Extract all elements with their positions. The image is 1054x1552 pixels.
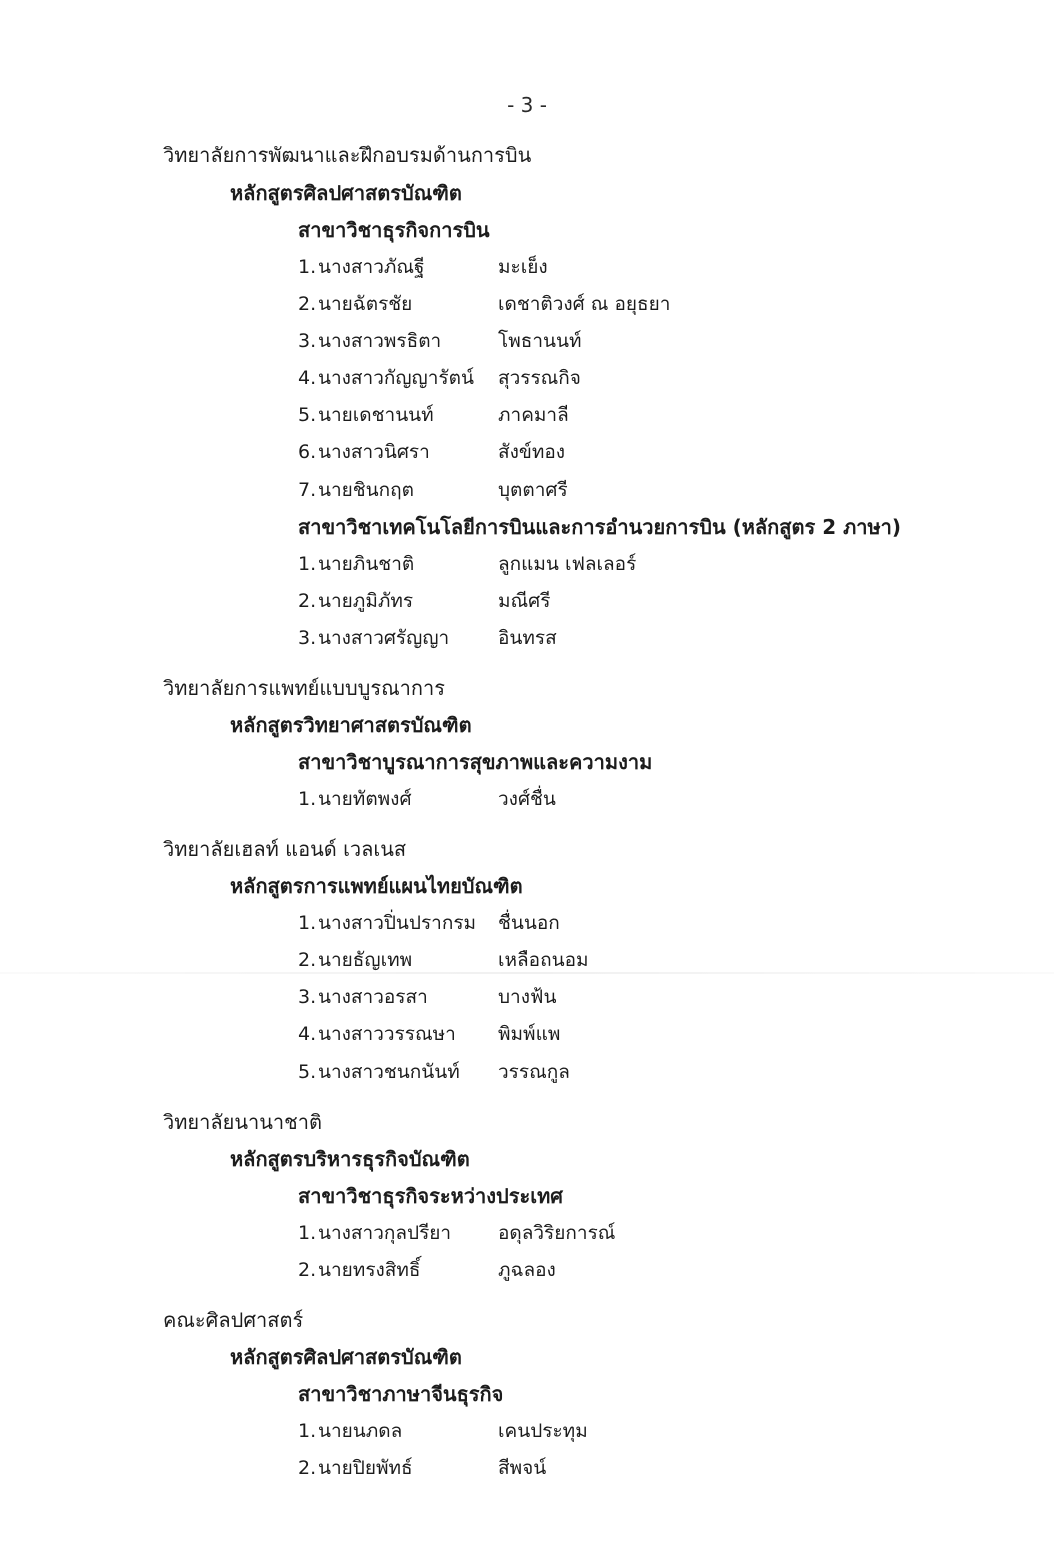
list-item — [298, 364, 581, 392]
first-name: นางสาวภัณฐี — [318, 256, 425, 278]
item-number: 6. — [298, 441, 317, 463]
last-name: บุตตาศรี — [498, 479, 568, 501]
list-item — [298, 327, 582, 355]
first-name: นายนภดล — [318, 1420, 403, 1442]
item-number: 1. — [298, 1420, 317, 1442]
last-name: เคนประทุม — [498, 1420, 588, 1442]
program-name: หลักสูตรวิทยาศาสตรบัณฑิต — [230, 713, 472, 737]
first-name: นายธัญเทพ — [318, 949, 413, 971]
first-name: นายทัตพงศ์ — [318, 788, 412, 810]
item-number: 2. — [298, 949, 317, 971]
last-name: สีพจน์ — [498, 1457, 547, 1479]
last-name: มณีศรี — [498, 590, 551, 612]
last-name: เหลือถนอม — [498, 949, 589, 971]
first-name: นายเดชานนท์ — [318, 404, 434, 426]
first-name: นายทรงสิทธิ์ — [318, 1259, 421, 1281]
last-name: โพธานนท์ — [498, 330, 582, 352]
item-number: 2. — [298, 590, 317, 612]
last-name: สังข์ทอง — [498, 441, 566, 463]
item-number: 2. — [298, 293, 317, 315]
last-name: ภูฉลอง — [498, 1259, 556, 1281]
program-name: หลักสูตรศิลปศาสตรบัณฑิต — [230, 1345, 462, 1369]
list-item — [298, 587, 550, 615]
list-item — [298, 253, 548, 281]
college-name: วิทยาลัยการพัฒนาและฝึกอบรมด้านการบิน — [163, 143, 532, 167]
last-name: มะเย็ง — [498, 256, 548, 278]
major-name: สาขาวิชาบูรณาการสุขภาพและความงาม — [298, 750, 653, 774]
last-name: อดุลวิริยการณ์ — [498, 1222, 616, 1244]
first-name: นายฉัตรชัย — [318, 293, 413, 315]
college-name: วิทยาลัยนานาชาติ — [163, 1110, 322, 1134]
item-number: 4. — [298, 1023, 317, 1045]
item-number: 3. — [298, 627, 317, 649]
first-name: นางสาวอรสา — [318, 986, 428, 1008]
first-name: นางสาวศรัญญา — [318, 627, 450, 649]
last-name: ลูกแมน เฟลเลอร์ — [498, 553, 637, 575]
item-number: 2. — [298, 1457, 317, 1479]
program-name: หลักสูตรการแพทย์แผนไทยบัณฑิต — [230, 874, 523, 898]
item-number: 1. — [298, 1222, 317, 1244]
last-name: ชื่นนอก — [498, 912, 560, 934]
item-number: 7. — [298, 479, 317, 501]
first-name: นางสาวกัญญารัตน์ — [318, 367, 474, 389]
list-item — [298, 401, 569, 429]
item-number: 3. — [298, 986, 317, 1008]
last-name: วงศ์ชื่น — [498, 788, 556, 810]
list-item — [298, 1020, 560, 1048]
first-name: นางสาวพรธิตา — [318, 330, 442, 352]
first-name: นายภินชาติ — [318, 553, 415, 575]
list-item — [298, 909, 560, 937]
list-item — [298, 1058, 570, 1086]
major-name: สาขาวิชาเทคโนโลยีการบินและการอำนวยการบิน (หลักสูตร 2 ภาษา) — [298, 515, 902, 539]
first-name: นายภูมิภัทร — [318, 590, 414, 612]
list-item — [298, 1417, 588, 1445]
list-item — [298, 1219, 615, 1247]
item-number: 3. — [298, 330, 317, 352]
first-name: นางสาววรรณษา — [318, 1023, 456, 1045]
first-name: นางสาวกุลปรียา — [318, 1222, 452, 1244]
college-name: วิทยาลัยการแพทย์แบบบูรณาการ — [163, 676, 445, 700]
program-name: หลักสูตรบริหารธุรกิจบัณฑิต — [230, 1147, 470, 1171]
major-name: สาขาวิชาภาษาจีนธุรกิจ — [298, 1382, 504, 1406]
item-number: 5. — [298, 1061, 317, 1083]
last-name: สุวรรณกิจ — [498, 367, 581, 389]
college-name: วิทยาลัยเฮลท์ แอนด์ เวลเนส — [163, 837, 407, 861]
item-number: 5. — [298, 404, 317, 426]
program-name: หลักสูตรศิลปศาสตรบัณฑิต — [230, 181, 462, 205]
last-name: ภาคมาลี — [498, 404, 569, 426]
list-item — [298, 1454, 546, 1482]
page-number: - 3 - — [507, 93, 547, 117]
first-name: นางสาวชนกนันท์ — [318, 1061, 460, 1083]
major-name: สาขาวิชาธุรกิจระหว่างประเทศ — [298, 1184, 563, 1208]
list-item — [298, 290, 670, 318]
first-name: นายชินกฤต — [318, 479, 415, 501]
list-item — [298, 438, 565, 466]
first-name: นางสาวปิ่นปรากรม — [318, 912, 477, 934]
item-number: 2. — [298, 1259, 317, 1281]
list-item — [298, 785, 556, 813]
item-number: 1. — [298, 912, 317, 934]
list-item — [298, 946, 589, 974]
item-number: 1. — [298, 788, 317, 810]
paper-fold-line — [0, 972, 1054, 974]
major-name: สาขาวิชาธุรกิจการบิน — [298, 218, 490, 242]
item-number: 1. — [298, 553, 317, 575]
last-name: เดชาติวงศ์ ณ อยุธยา — [498, 293, 671, 315]
list-item — [298, 624, 557, 652]
list-item — [298, 476, 568, 504]
list-item — [298, 1256, 556, 1284]
item-number: 1. — [298, 256, 317, 278]
last-name: วรรณกูล — [498, 1061, 570, 1083]
first-name: นางสาวนิศรา — [318, 441, 430, 463]
list-item — [298, 983, 556, 1011]
college-name: คณะศิลปศาสตร์ — [163, 1308, 304, 1332]
last-name: อินทรส — [498, 627, 557, 649]
last-name: บางฟ้น — [498, 986, 557, 1008]
list-item — [298, 550, 636, 578]
last-name: พิมพ์แพ — [498, 1023, 561, 1045]
first-name: นายปิยพัทธ์ — [318, 1457, 413, 1479]
item-number: 4. — [298, 367, 317, 389]
